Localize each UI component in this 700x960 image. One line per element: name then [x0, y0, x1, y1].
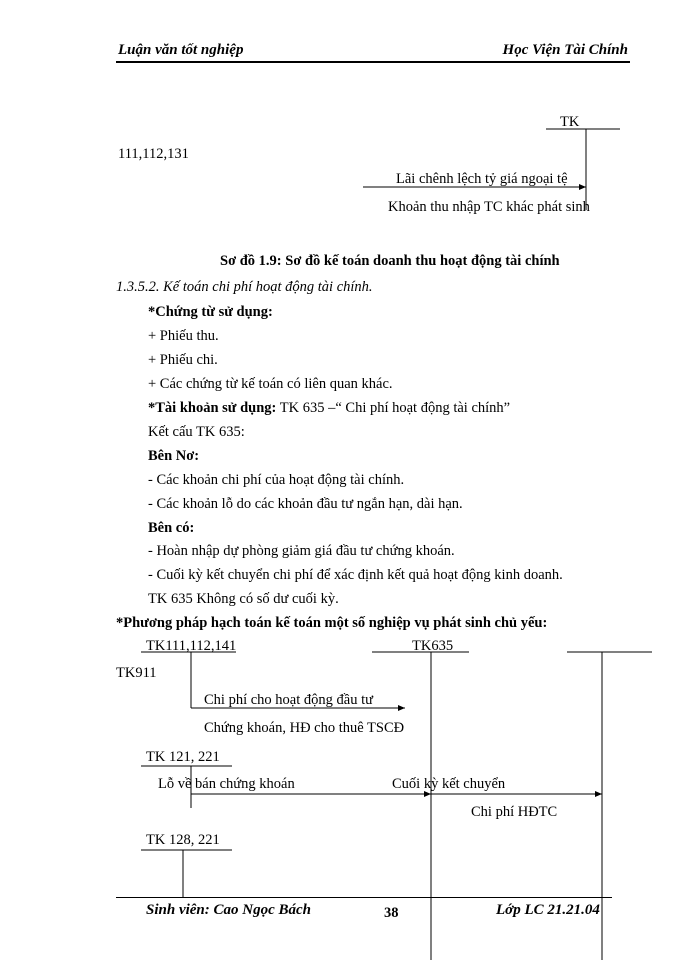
- footer-rule: [116, 897, 612, 898]
- document-item: + Phiếu chi.: [148, 352, 218, 368]
- arrow-label-1: Lãi chênh lệch tỷ giá ngoại tệ: [396, 171, 568, 187]
- header-right: Học Viện Tài Chính: [502, 42, 628, 58]
- tk-top-label: TK: [560, 114, 580, 130]
- flow1-label-2: Chứng khoán, HĐ cho thuê TSCĐ: [204, 720, 405, 736]
- diagram-caption: [220, 253, 560, 270]
- caption-prefix: Sơ đồ 1.9:: [220, 253, 282, 269]
- arrow-label-2: Khoản thu nhập TC khác phát sinh: [388, 199, 590, 215]
- transfer-label-2: Chi phí HĐTC: [471, 804, 558, 820]
- section-title: 1.3.5.2. Kế toán chi phí hoạt động tài chính.: [116, 279, 373, 295]
- footer-student: Sinh viên: Cao Ngọc Bách: [146, 902, 312, 918]
- document-item: + Phiếu thu.: [148, 328, 219, 344]
- documents-heading: *Chứng từ sử dụng:: [148, 304, 273, 320]
- account-heading: *Tài khoản sử dụng:: [148, 400, 277, 416]
- tk635-label: TK635: [412, 638, 454, 654]
- header-left: Luận văn tốt nghiệp: [118, 42, 244, 58]
- tk111-label: TK111,112,141: [146, 638, 237, 654]
- balance-note: TK 635 Không có số dư cuối kỳ.: [148, 591, 339, 607]
- tk911-label: TK911: [116, 665, 157, 681]
- account-text: TK 635 –“ Chi phí hoạt động tài chính”: [276, 400, 511, 416]
- method-heading: *Phương pháp hạch toán kế toán một số nghiệp vụ phát sinh chủ yếu:: [116, 615, 548, 631]
- footer-class: Lớp LC 21.21.04: [496, 902, 600, 918]
- account-line: [148, 400, 510, 417]
- credit-item: - Hoàn nhập dự phòng giảm giá đầu tư chứng khoán.: [148, 543, 455, 559]
- caption-text: Sơ đồ kế toán doanh thu hoạt động tài chính: [281, 253, 560, 269]
- tk121-label: TK 121, 221: [146, 749, 220, 765]
- debit-item: - Các khoản lỗ do các khoản đầu tư ngắn hạn, dài hạn.: [148, 496, 463, 512]
- document-item: + Các chứng từ kế toán có liên quan khác.: [148, 376, 393, 392]
- credit-heading: Bên có:: [148, 520, 195, 536]
- credit-item: - Cuối kỳ kết chuyển chi phí để xác định kết quả hoạt động kinh doanh.: [148, 567, 563, 583]
- transfer-label-1: Cuối kỳ kết chuyển: [392, 776, 506, 792]
- flow2-label: Lỗ về bán chứng khoán: [158, 776, 295, 792]
- flow1-label-1: Chi phí cho hoạt động đầu tư: [204, 692, 373, 708]
- structure-label: Kết cấu TK 635:: [148, 424, 245, 440]
- source-accounts: 111,112,131: [118, 146, 189, 162]
- debit-heading: Bên Nơ:: [148, 448, 200, 464]
- page-number: 38: [384, 905, 399, 921]
- debit-item: - Các khoản chi phí của hoạt động tài chính.: [148, 472, 405, 488]
- tk128-label: TK 128, 221: [146, 832, 220, 848]
